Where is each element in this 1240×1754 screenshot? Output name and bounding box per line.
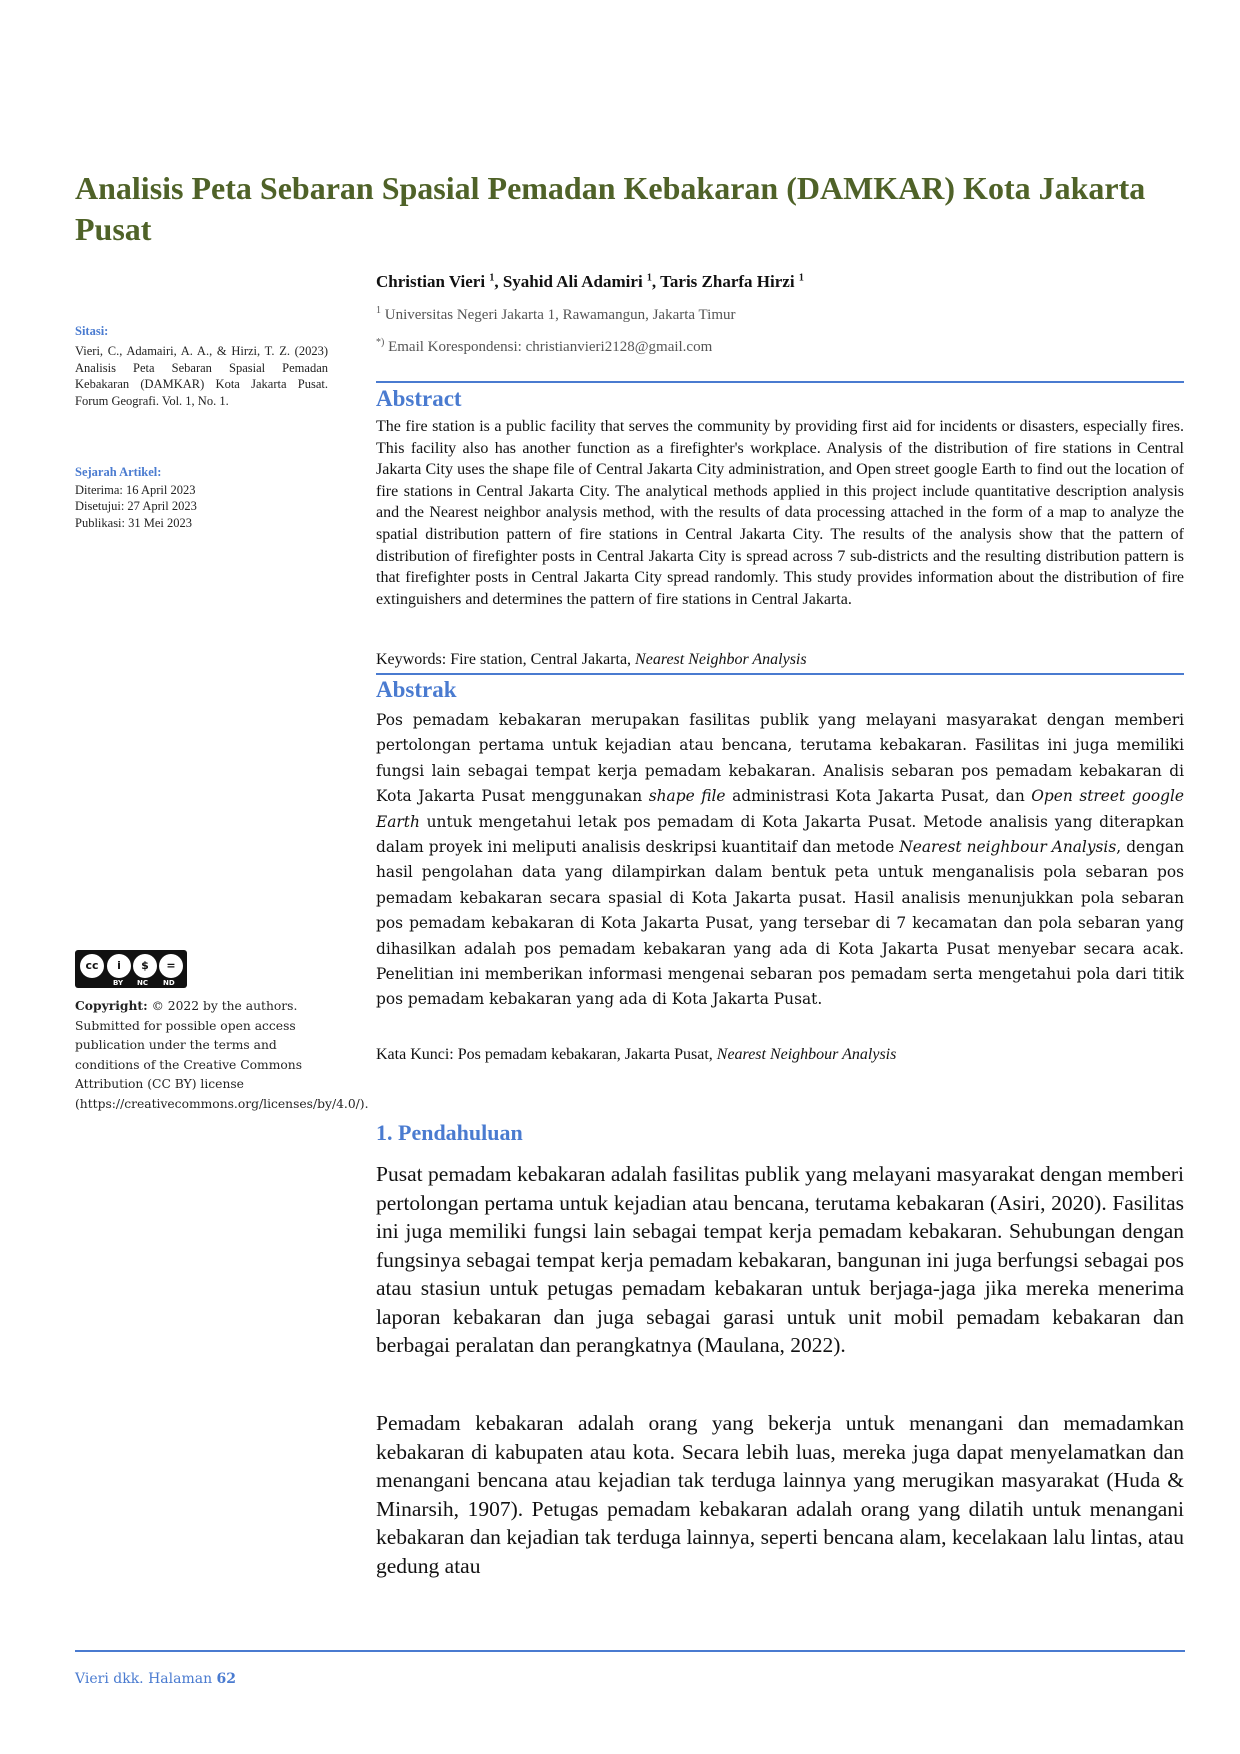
history-received: Diterima: 16 April 2023 (75, 483, 196, 497)
author-name: Taris Zharfa Hirzi (660, 272, 795, 291)
page-footer (75, 1671, 236, 1687)
abstract-keywords (376, 651, 807, 669)
footer-rule (75, 1650, 1185, 1652)
copyright-label: Copyright: (75, 998, 148, 1013)
page-number: 62 (216, 1671, 237, 1687)
cc-label-nc: NC (137, 979, 148, 987)
author-separator: , (651, 272, 661, 291)
history-published: Publikasi: 31 Mei 2023 (75, 516, 193, 530)
paper-title: Analisis Peta Sebaran Spasial Pemadan Kebakaran (DAMKAR) Kota Jakarta Pusat (75, 170, 1146, 247)
author-affiliation-mark: 1 (646, 272, 652, 284)
affiliation-mark: 1 (376, 305, 381, 316)
author-affiliation-mark: 1 (489, 272, 495, 284)
affiliation-text: Universitas Negeri Jakarta 1, Rawamangun, Jakarta Timur (384, 307, 736, 323)
email-text: Email Korespondensi: christianvieri2128@gmail.com (388, 339, 713, 355)
abstrak-heading: Abstrak (376, 677, 457, 702)
author-name: Christian Vieri (376, 272, 486, 291)
author-affiliation-mark: 1 (798, 272, 804, 284)
abstrak-part: untuk mengetahui letak pos pemadam di Kota Jakarta Pusat. Metode analisis yang diterapkan dalam proyek ini meliputi analisis deskripsi kuantitaif dan metode (376, 812, 1184, 857)
cc-label-nd: ND (163, 979, 175, 987)
history-heading: Sejarah Artikel: (75, 465, 162, 479)
abstrak-italic: shape file (648, 787, 726, 806)
footer-text: Vieri dkk. Halaman (75, 1671, 217, 1687)
abstrak-top-rule (376, 673, 1184, 675)
abstract-top-rule (376, 381, 1184, 383)
nd-icon: = (159, 954, 183, 978)
body-paragraph-1: Pusat pemadam kebakaran adalah fasilitas publik yang melayani masyarakat dengan memberi pertolongan pertama untuk kejadian atau bencana, terutama kebakaran (Asiri, 2020). Fasilitas ini juga memiliki fungsi lain sebagai tempat kerja pemadam kebakaran. Sehubungan dengan fungsinya sebagai tempat kerja pemadam kebakaran, bangunan ini juga berfungsi sebagai pos atau stasiun untuk petugas pemadam kebakaran untuk berjaga-jaga jika mereka menerima laporan kebakaran dan juga sebagai garasi untuk unit mobil pemadam kebakaran dan berbagai peralatan dan perangkatnya (Maulana, 2022). (376, 1162, 1184, 1357)
author-name: Syahid Ali Adamiri (502, 272, 643, 291)
keywords-text: Keywords: Fire station, Central Jakarta, (376, 651, 636, 668)
abstrak-part: , dengan hasil pengolahan data yang dilampirkan dalam bentuk peta untuk menganalisis pola sebaran pos pemadam kebakaran secara spasial di Kota Jakarta pusat. Hasil analisis menunjukkan pola sebaran pos pemadam kebakaran di Kota Jakarta Pusat, yang tersebar di 7 kecamatan dan pola sebaran yang dihasilkan adalah pos pemadam kebakaran yang ada di Kota Jakarta Pusat menyebar secara acak. Penelitian ini memberikan informasi mengenai sebaran pos pemadam serta mengetahui pola dari titik pos pemadam kebakaran yang ada di Kota Jakarta Pusat. (376, 838, 1185, 1009)
author-separator: , (494, 272, 503, 291)
abstrak-italic: Nearest neighbour Analysis (899, 838, 1117, 857)
cc-license-badge[interactable] (75, 950, 187, 988)
nc-icon: $ (133, 954, 157, 978)
cc-icon: cc (80, 954, 104, 978)
abstract-text: The fire station is a public facility that serves the community by providing first aid for incidents or disasters, especially fires. This facility also has another function as a firefighter's workplace. Analysis of the distribution of fire stations in Central Jakarta City uses the shape file of Central Jakarta City administration, and Open street google Earth to find out the location of fire stations in Central Jakarta City. The analytical methods applied in this project include quantitative description analysis and the Nearest neighbor analysis method, with the results of data processing attached in the form of a map to analyze the spatial distribution pattern of fire stations in Central Jakarta City. The results of the analysis show that the pattern of distribution of firefighter posts in Central Jakarta City is spread across 7 sub-districts and the resulting distribution pattern is that firefighter posts in Central Jakarta City spread randomly. This study provides information about the distribution of fire extinguishers and determines the pattern of fire stations in Central Jakarta. (376, 418, 1184, 608)
cc-label-by: BY (113, 979, 124, 987)
abstract-heading: Abstract (376, 386, 462, 411)
kata-kunci-text: Kata Kunci: Pos pemadam kebakaran, Jakarta Pusat, (376, 1046, 717, 1063)
abstrak-keywords (376, 1046, 896, 1064)
copyright-notice (75, 996, 369, 1115)
keywords-italic: Nearest Neighbor Analysis (635, 651, 807, 668)
history-approved: Disetujui: 27 April 2023 (75, 499, 197, 513)
email-mark: *) (376, 337, 385, 348)
body-paragraph-2: Pemadam kebakaran adalah orang yang bekerja untuk menangani dan memadamkan kebakaran di kabupaten atau kota. Secara lebih luas, mereka juga dapat menyelamatkan dan menangani bencana atau kejadian tak terduga lainnya yang merugikan masyarakat (Huda & Minarsih, 1907). Petugas pemadam kebakaran adalah orang yang dilatih untuk menangani kebakaran dan kejadian tak terduga lainnya, seperti bencana alam, kecelakaan lalu lintas, atau gedung atau (376, 1411, 1184, 1578)
affiliation (376, 305, 736, 324)
section-heading: 1. Pendahuluan (376, 1120, 523, 1145)
kata-kunci-italic: Nearest Neighbour Analysis (716, 1046, 897, 1063)
citation-heading: Sitasi: (75, 324, 109, 338)
author-list (376, 272, 804, 292)
by-icon: i (107, 954, 131, 978)
abstrak-part: Pos pemadam kebakaran merupakan fasilitas publik yang melayani masyarakat dengan memberi pertolongan pertama untuk kejadian atau bencana, terutama kebakaran. Fasilitas ini juga memiliki fungsi lain sebagai tempat kerja pemadam kebakaran. Analisis sebaran pos pemadam kebakaran di Kota Jakarta Pusat menggunakan (376, 711, 1184, 806)
abstrak-text (376, 708, 1184, 1013)
correspondence-email (376, 337, 712, 356)
abstrak-part: administrasi Kota Jakarta Pusat, dan (725, 787, 1032, 806)
citation-text: Vieri, C., Adamairi, A. A., & Hirzi, T. Z. (2023) Analisis Peta Sebaran Spasial Pemadan Kebakaran (DAMKAR) Kota Jakarta Pusat. Forum Geografi. Vol. 1, No. 1. (75, 344, 328, 408)
abstrak-italic: Open street google Earth (376, 787, 1184, 831)
copyright-text: © 2022 by the authors. Submitted for possible open access publication under the terms and conditions of the Creative Commons Attribution (CC BY) license (https://creativecommons.org/licenses/by/4.0/). (75, 999, 369, 1111)
